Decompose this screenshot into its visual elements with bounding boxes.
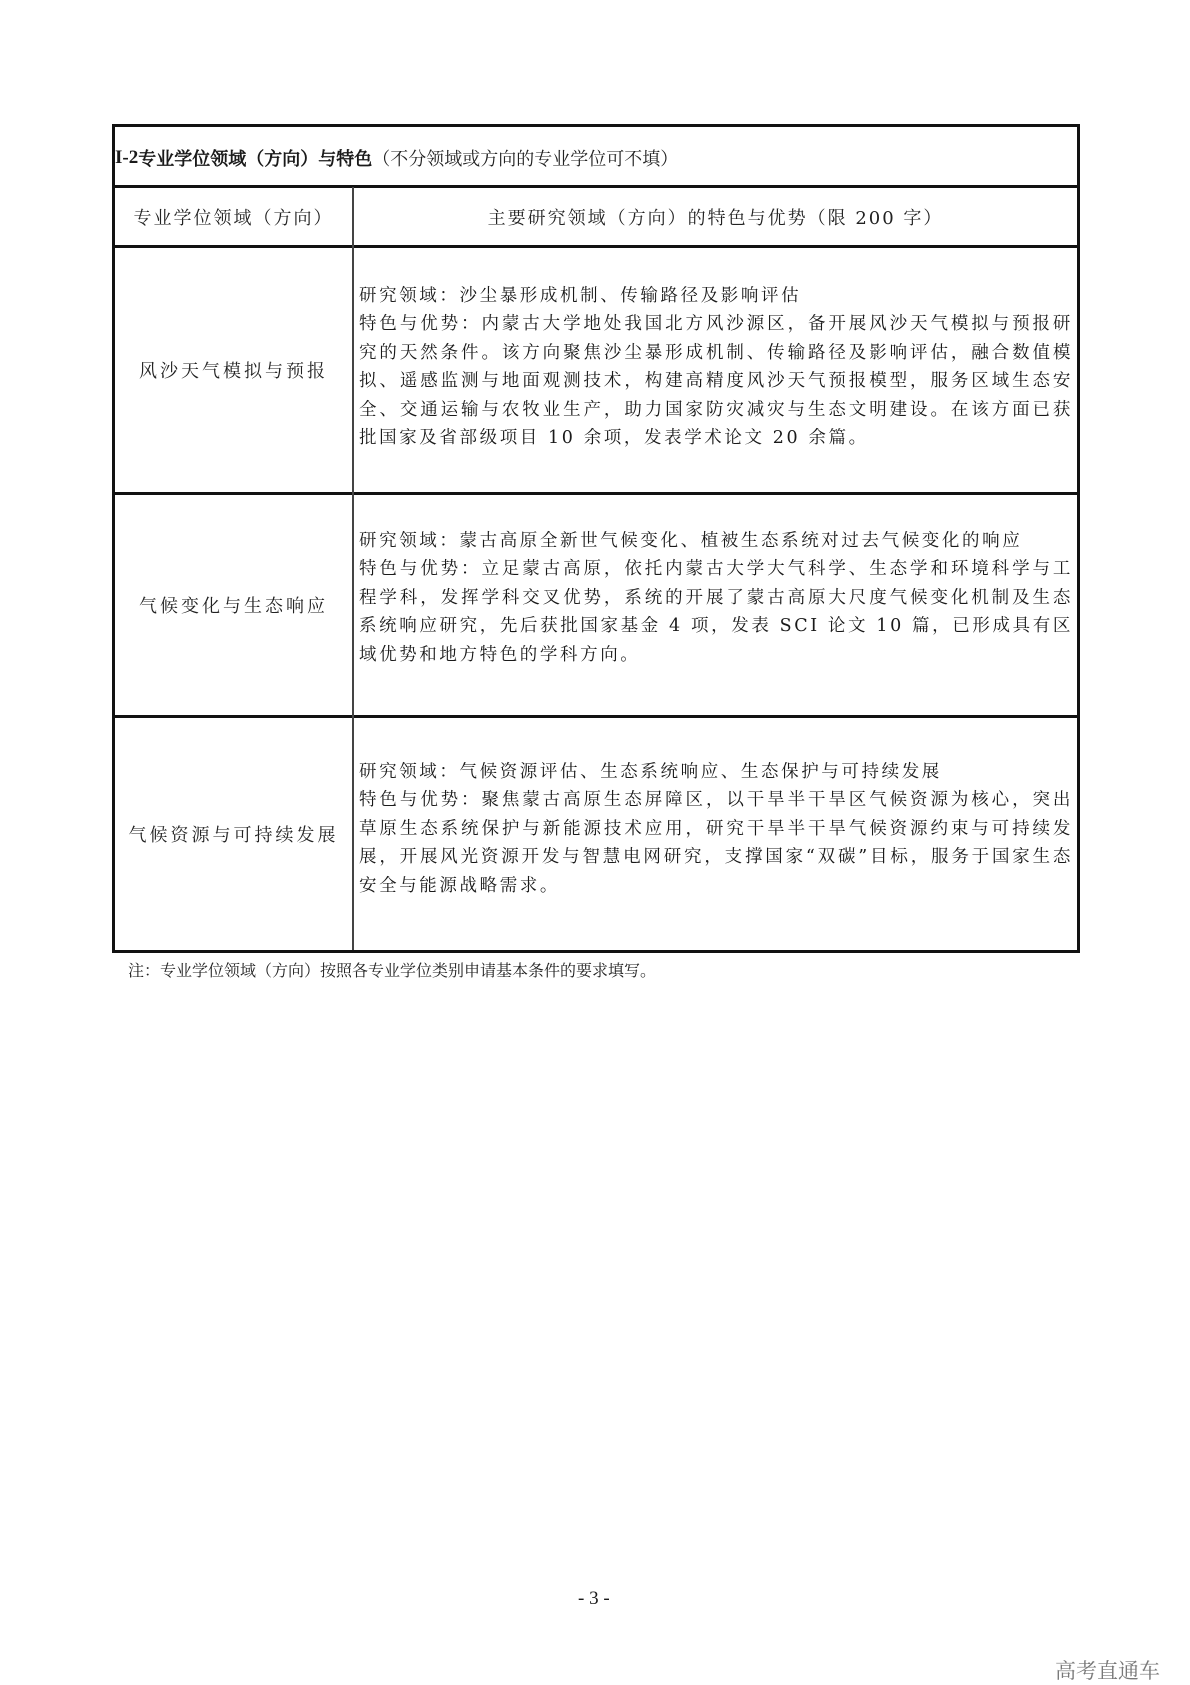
section-heading: 专业学位领域（方向）与特色 (138, 148, 373, 170)
page-number: - 3 - (578, 1588, 610, 1609)
features-text: 特色与优势：聚焦蒙古高原生态屏障区，以干旱半干旱区气候资源为核心，突出草原生态系统保护与新能源技术应用，研究干旱半干旱气候资源约束与可持续发展，开展风光资源开发与智慧电网研究，支撑国家“双碳”目标，服务于国家生态安全与能源战略需求。 (359, 790, 1073, 896)
section-title (115, 127, 1077, 188)
watermark: 高考直通车 (1055, 1659, 1160, 1683)
section-code: I-2 (115, 146, 139, 168)
footnote: 注：专业学位领域（方向）按照各专业学位类别申请基本条件的要求填写。 (128, 961, 657, 980)
research-area: 研究领域：蒙古高原全新世气候变化、植被生态系统对过去气候变化的响应 (359, 530, 1023, 551)
features-text: 特色与优势：内蒙古大学地处我国北方风沙源区，备开展风沙天气模拟与预报研究的天然条件。该方向聚焦沙尘暴形成机制、传输路径及影响评估，融合数值模拟、遥感监测与地面观测技术，构建高精度风沙天气预报模型，服务区域生态安全、交通运输与农牧业生产，助力国家防灾减灾与生态文明建设。在该方面已获批国家及省部级项目 10 余项，发表学术论文 20 余篇。 (359, 314, 1073, 448)
section-note: （不分领域或方向的专业学位可不填） (372, 148, 679, 170)
features-text: 特色与优势：立足蒙古高原，依托内蒙古大学大气科学、生态学和环境科学与工程学科，发挥学科交叉优势，系统的开展了蒙古高原大尺度气候变化机制及生态系统响应研究，先后获批国家基金 4 项，发表 SCI 论文 10 篇，已形成具有区域优势和地方特色的学科方向。 (359, 559, 1073, 665)
table-row (354, 718, 1077, 950)
specialty-table (112, 124, 1080, 953)
row-field-name: 风沙天气模拟与预报 (139, 361, 328, 382)
research-area: 研究领域：沙尘暴形成机制、传输路径及影响评估 (359, 285, 802, 306)
row-field-name: 气候资源与可持续发展 (128, 825, 339, 846)
column-header-field: 专业学位领域（方向） (133, 207, 334, 229)
row-field-name: 气候变化与生态响应 (139, 596, 328, 617)
table-row (354, 495, 1077, 715)
column-header-features: 主要研究领域（方向）的特色与优势（限 200 字） (487, 207, 944, 229)
research-area: 研究领域：气候资源评估、生态系统响应、生态保护与可持续发展 (359, 761, 942, 782)
table-row (354, 248, 1077, 492)
